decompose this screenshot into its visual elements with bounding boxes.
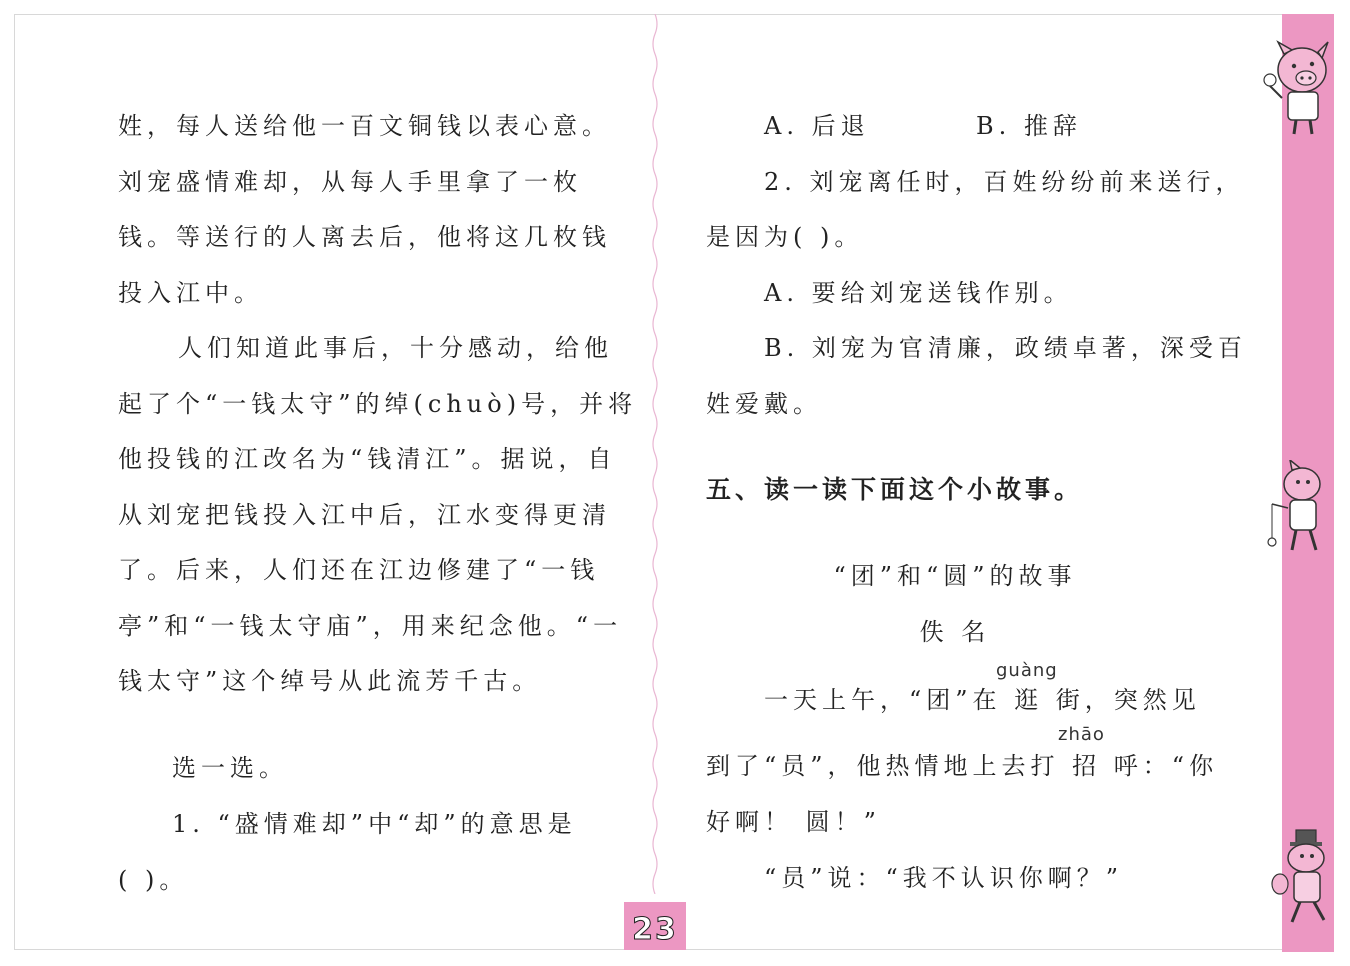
question-2-answer-blank[interactable]: 是因为( )。 bbox=[706, 223, 864, 251]
story-text-line: 一天上午，“团”在 逛 街，突然见 bbox=[764, 686, 1201, 714]
story-text-line: 亭”和“一钱太守庙”，用来纪念他。“一 bbox=[118, 612, 623, 640]
story-text-line: 钱太守”这个绰号从此流芳千古。 bbox=[118, 667, 542, 695]
story-text-line: 好啊！ 圆！” bbox=[706, 808, 881, 836]
exercise-label: 选一选。 bbox=[172, 754, 288, 782]
story-text-line: 人们知道此事后，十分感动，给他 bbox=[178, 334, 613, 362]
pinyin-annotation: zhāo bbox=[1058, 724, 1105, 745]
story-text-line: 投入江中。 bbox=[118, 279, 263, 307]
story-text-line: 到了“员”，他热情地上去打 招 呼：“你 bbox=[706, 752, 1219, 780]
story-text-line: “员”说：“我不认识你啊？” bbox=[764, 864, 1124, 892]
story-text-line: 他投钱的江改名为“钱清江”。据说，自 bbox=[118, 445, 617, 473]
pinyin-annotation: guàng bbox=[996, 660, 1058, 681]
pig-mascot-icon bbox=[1256, 40, 1340, 136]
question-1-option-a[interactable]: A. 后退 bbox=[764, 112, 870, 140]
story-title: “团”和“圆”的故事 bbox=[833, 562, 1077, 590]
question-2-option-b-cont: 姓爱戴。 bbox=[706, 390, 822, 418]
question-1-option-b[interactable]: B. 推辞 bbox=[976, 112, 1082, 140]
question-2-option-b[interactable]: B. 刘宠为官清廉，政绩卓著，深受百 bbox=[764, 334, 1247, 362]
page-fold-line bbox=[648, 14, 662, 894]
story-text-line: 刘宠盛情难却，从每人手里拿了一枚 bbox=[118, 168, 582, 196]
story-text-line: 姓，每人送给他一百文铜钱以表心意。 bbox=[118, 112, 611, 140]
wolf-hat-mascot-icon bbox=[1262, 828, 1342, 928]
story-author: 佚 名 bbox=[919, 618, 991, 646]
question-2-option-a[interactable]: A. 要给刘宠送钱作别。 bbox=[764, 279, 1073, 307]
page-number: 23 bbox=[632, 912, 678, 947]
section-heading: 五、读一读下面这个小故事。 bbox=[706, 475, 1084, 504]
story-text-line: 了。后来，人们还在江边修建了“一钱 bbox=[118, 556, 600, 584]
question-1-answer-blank[interactable]: ( )。 bbox=[118, 866, 189, 894]
question-1: 1. “盛情难却”中“却”的意思是 bbox=[172, 810, 577, 838]
wolf-yoyo-mascot-icon bbox=[1258, 460, 1338, 556]
question-2: 2. 刘宠离任时，百姓纷纷前来送行， bbox=[764, 168, 1245, 196]
story-text-line: 钱。等送行的人离去后，他将这几枚钱 bbox=[118, 223, 611, 251]
story-text-line: 起了个“一钱太守”的绰(chuò)号，并将 bbox=[118, 390, 638, 418]
story-text-line: 从刘宠把钱投入江中后，江水变得更清 bbox=[118, 501, 611, 529]
